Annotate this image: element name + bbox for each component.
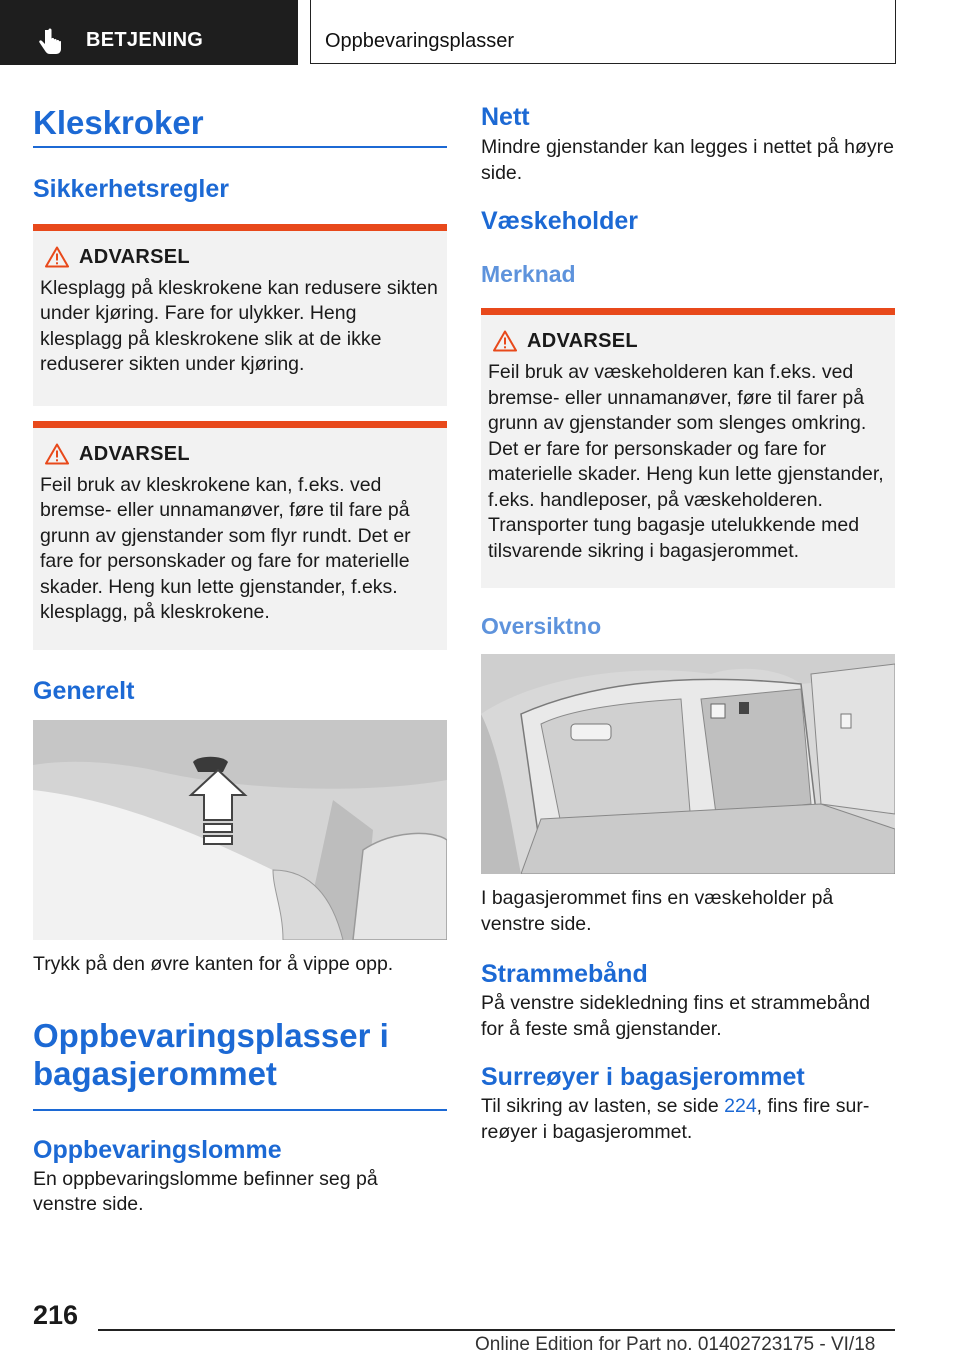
- note-heading: Merknad: [481, 261, 576, 287]
- warning-triangle-icon: [45, 443, 69, 465]
- section-title: Oppbevaringsplasser i bagasjerommet: [33, 1017, 389, 1092]
- overview-text: I bagasjerommet fins en væskeholder på venstre side.: [481, 887, 834, 935]
- strap-text: På venstre sidekledning fins et strammebånd for å feste små gjenstander.: [481, 992, 871, 1040]
- pocket-heading: Oppbevaringslomme: [33, 1135, 282, 1164]
- lash-text-start: Til sikring av lasten, se side: [481, 1095, 725, 1117]
- title-rule: [33, 146, 447, 148]
- page-link[interactable]: 224: [724, 1095, 757, 1117]
- trunk-illustration: [481, 654, 895, 874]
- chapter-title: Oppbevaringsplasser: [325, 30, 514, 52]
- section-label: BETJENING: [86, 29, 204, 51]
- warning-box: [33, 421, 447, 650]
- lash-text: [481, 1094, 895, 1145]
- warning-label: ADVARSEL: [79, 245, 190, 268]
- safety-heading: Sikkerhetsregler: [33, 174, 229, 203]
- right-column: [481, 102, 895, 1145]
- strap-heading: Strammebånd: [481, 960, 648, 988]
- warning-text: Klesplagg på kleskrokene kan redusere sikten under kjøring. Fare for ulykker. Heng klesplagg på kleskrokene slik at de ikke reduserer sikten under kjøring.: [40, 276, 438, 375]
- page-number: 216: [33, 1300, 79, 1330]
- warning-label: ADVARSEL: [79, 442, 190, 465]
- general-heading: Generelt: [33, 676, 135, 705]
- warning-triangle-icon: [45, 246, 69, 268]
- warning-text: Feil bruk av væskeholderen kan f.eks. ved bremse- eller unnamanøver, føre til farer på grunn av gjenstander som slenges omkring. Det er fare for personskader og fare for materielle skader. Heng kun lette gjenstander, f.eks. handleposer, på væskeholderen. Transporter tung bagasje utelukkende med tilsvarende sikring i bagasjerommet.: [488, 361, 884, 562]
- hand-pointer-icon: [38, 28, 64, 56]
- page-title: Kleskroker: [33, 104, 204, 141]
- left-column: [33, 104, 447, 1218]
- chapter-header: [310, 0, 896, 64]
- section-rule: [33, 1109, 447, 1111]
- lash-heading: Surreøyer i bagasjerommet: [481, 1063, 805, 1091]
- holder-heading: Væskeholder: [481, 207, 639, 235]
- section-tab[interactable]: [0, 0, 298, 65]
- warning-text: Feil bruk av kleskrokene kan, f.eks. ved bremse- eller unnamanøver, føre til fare på grunn av gjenstander som flyr rundt. Det er fare for personskader og fare for materielle skader. Heng kun lette gjenstander, f.eks. klesplagg, på kleskrokene.: [40, 473, 411, 623]
- lash-text-end: , fins fire surreøyer i bagasjerommet.: [481, 1095, 870, 1143]
- footer-rule: [98, 1329, 895, 1331]
- pocket-text: En oppbevaringslomme befinner seg på venstre side.: [33, 1167, 378, 1215]
- warning-box: [481, 308, 895, 588]
- warning-triangle-icon: [493, 330, 517, 352]
- net-text: Mindre gjenstander kan legges i nettet på høyre side.: [481, 136, 894, 184]
- coat-hook-illustration: [33, 720, 447, 940]
- warning-box: [33, 224, 447, 406]
- warning-label: ADVARSEL: [527, 330, 638, 352]
- image-caption: Trykk på den øvre kanten for å vippe opp.: [33, 952, 394, 975]
- edition-text: Online Edition for Part no. 01402723175 - VI/18: [475, 1334, 876, 1355]
- net-heading: Nett: [481, 103, 530, 131]
- overview-heading: Oversiktno: [481, 613, 602, 639]
